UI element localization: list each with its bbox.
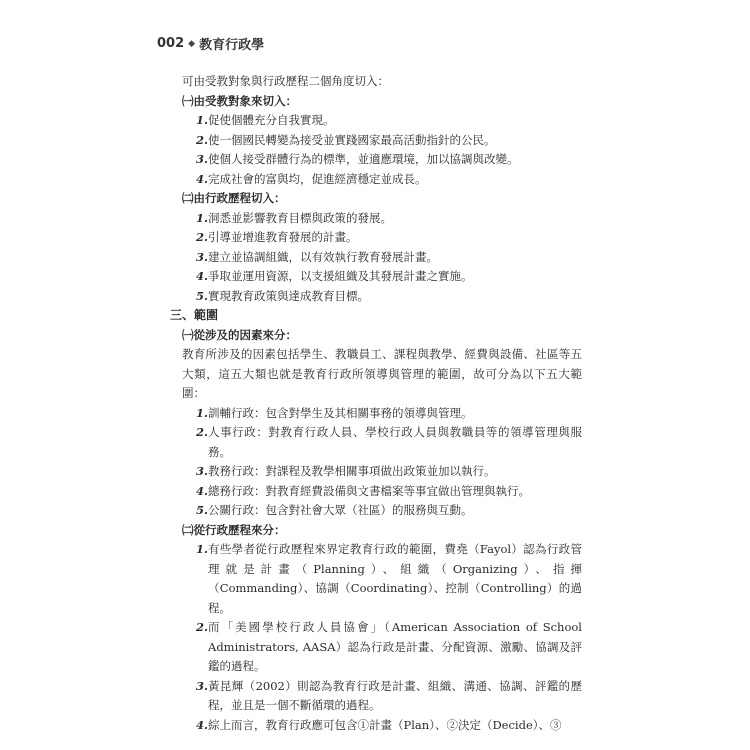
item-number: 1.	[196, 210, 209, 225]
list-item	[170, 287, 582, 307]
list-item	[170, 423, 582, 462]
item-text: 黃昆輝（2002）則認為教育行政是計畫、組織、溝通、協調、評鑑的歷程，並且是一個不斷循環的過程。	[208, 678, 582, 712]
item-text: 有些學者從行政歷程來界定教育行政的範圍，費堯（Fayol）認為行政管理就是計畫（Planning）、組織（Organizing）、指揮（Commanding）、協調（Coordinating）、控制（Controlling）的過程。	[208, 542, 582, 615]
item-number: 1.	[196, 405, 209, 420]
diamond-icon: ◆	[188, 38, 196, 49]
list-item	[170, 716, 582, 736]
list-item	[170, 462, 582, 482]
list-item	[170, 618, 582, 677]
item-number: 2.	[196, 230, 209, 244]
section-heading-3: ㈠從涉及的因素來分：	[182, 327, 297, 342]
item-number: 3.	[196, 678, 209, 693]
list-item	[170, 170, 582, 190]
list-section-2	[170, 209, 582, 307]
section-heading-4: ㈡從行政歷程來分：	[182, 522, 286, 537]
item-text: 總務行政：對教育經費設備與文書檔案等事宜做出管理與執行。	[208, 483, 531, 498]
list-section-3	[170, 404, 582, 521]
item-number: 2.	[196, 425, 209, 439]
item-number: 4.	[196, 269, 209, 283]
running-header	[157, 34, 264, 53]
list-item	[170, 248, 582, 268]
item-number: 3.	[196, 249, 209, 264]
item-text: 爭取並運用資源，以支援組織及其發展計畫之實施。	[208, 269, 473, 283]
item-text: 洞悉並影響教育目標與政策的發展。	[208, 210, 393, 225]
item-text: 而「美國學校行政人員協會」（American Association of School Administrators, AASA）認為行政是計畫、分配資源、激勵、協調及評鑑的過程。	[208, 620, 582, 673]
list-item	[170, 267, 582, 287]
item-text: 使一個國民轉變為接受並實踐國家最高活動指針的公民。	[208, 132, 496, 147]
item-text: 教務行政：對課程及教學相關事項做出政策並加以執行。	[208, 464, 496, 478]
item-number: 2.	[196, 620, 209, 634]
main-heading-scope: 三、範圍	[170, 308, 219, 322]
list-section-4	[170, 540, 582, 735]
list-item	[170, 501, 582, 521]
item-text: 引導並增進教育發展的計畫。	[208, 230, 358, 244]
item-text: 公關行政：包含對社會大眾（社區）的服務與互動。	[208, 503, 473, 517]
item-number: 1.	[196, 113, 209, 127]
item-text: 促使個體充分自我實現。	[208, 113, 335, 127]
item-number: 4.	[196, 483, 209, 498]
item-number: 3.	[196, 152, 209, 166]
item-text: 綜上而言，教育行政應可包含①計畫（Plan）、②決定（Decide）、③	[208, 717, 562, 732]
item-number: 1.	[196, 542, 209, 556]
item-text: 實現教育政策與達成教育目標。	[208, 288, 370, 303]
item-number: 4.	[196, 171, 209, 186]
section-heading-2: ㈡由行政歷程切入：	[182, 191, 286, 205]
section-heading-1: ㈠由受教對象來切入：	[182, 93, 297, 108]
list-item	[170, 228, 582, 248]
list-section-1	[170, 111, 582, 189]
item-number: 2.	[196, 132, 209, 147]
item-number: 3.	[196, 464, 209, 478]
list-item	[170, 482, 582, 502]
item-text: 人事行政：對教育行政人員、學校行政人員與教職員等的領導管理與服務。	[208, 425, 582, 459]
page-body	[170, 72, 582, 735]
intro-text: 可由受教對象與行政歷程二個角度切入：	[182, 74, 389, 88]
item-text: 使個人接受群體行為的標準，並適應環境，加以協調與改變。	[208, 152, 519, 166]
list-item	[170, 131, 582, 151]
item-number: 5.	[196, 288, 209, 303]
list-item	[170, 209, 582, 229]
list-item	[170, 150, 582, 170]
item-text: 完成社會的富與均，促進經濟穩定並成長。	[208, 171, 427, 186]
list-item	[170, 111, 582, 131]
list-item	[170, 540, 582, 618]
item-text: 訓輔行政：包含對學生及其相關事務的領導與管理。	[208, 405, 473, 420]
list-item	[170, 677, 582, 716]
book-title: 教育行政學	[199, 38, 265, 53]
page-number: 002	[157, 36, 185, 51]
list-item	[170, 404, 582, 424]
item-text: 建立並協調組織，以有效執行教育發展計畫。	[208, 249, 439, 264]
item-number: 4.	[196, 717, 209, 732]
section-3-paragraph: 教育所涉及的因素包括學生、教職員工、課程與教學、經費與設備、社區等五大類，這五大類也就是教育行政所領導與管理的範圍，故可分為以下五大範圍：	[182, 347, 582, 400]
item-number: 5.	[196, 503, 209, 517]
